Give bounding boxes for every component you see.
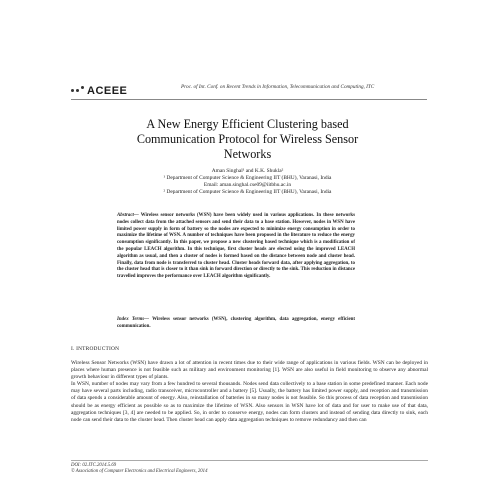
page-footer — [71, 463, 207, 475]
author-names: Aman Singhal¹ and K.K. Shukla² — [211, 168, 284, 174]
section-heading: I. INTRODUCTION — [71, 346, 120, 352]
copyright: © Association of Computer Electronics and Electrical Engineers, 2014 — [71, 469, 208, 475]
header-divider — [71, 99, 427, 100]
body-text — [71, 360, 428, 424]
footer-divider — [71, 460, 428, 461]
body-paragraph: Wireless Sensor Networks (WSN) have drawn a lot of attention in recent times due to their wide range of applications in various fields. WSN can be deployed in places where human presence is not feasible such as military and environment monitoring [1]. WSN are also useful in field monitoring to observe any abnormal growth behaviour in different types of plants. — [71, 360, 428, 381]
body-paragraph: In WSN, number of nodes may vary from a few hundred to several thousands. Nodes send data collectively to a base station in some predefined manner. Each node may have several parts including, radio transceiver, microcontroller and a battery [5]. Usually, the battery has limited power supply, and reception and transmission of data spends a considerable amount of energy. Also, reinstallation of batteries in so many nodes is not feasible. So this process of data reception and transmission should be as energy efficient as possible so as to maximize the lifetime of WSN. Also sensors in WSN have lot of data and for user to make use of that data, aggregation techniques [3, 4] are needed to be applied. So, in order to conserve energy, nodes can form clusters and instead of sending data directly to sink, each node can send their data to the cluster head. Then cluster head can apply data aggregation techniques to remove redundancy and then can — [71, 381, 428, 423]
paper-title — [60, 117, 435, 162]
title-line: A New Energy Efficient Clustering based — [146, 117, 349, 131]
index-terms-label: Index Terms— — [117, 317, 150, 322]
doi: DOI: 02.ITC.2014.5.69 — [71, 463, 117, 468]
journal-citation: Proc. of Int. Conf. on Recent Trends in Information, Telecommunication and Computing, ITC — [181, 84, 375, 90]
page-header — [71, 77, 461, 99]
author-block — [120, 168, 375, 196]
author-email: Email: aman.singhal.cse09@iitbhu.ac.in — [203, 182, 292, 188]
index-terms-text: Wireless sensor networks (WSN), clustering algorithm, data aggregation, energy efficient communication. — [117, 317, 356, 329]
index-terms — [117, 317, 355, 331]
abstract-label: Abstract— — [117, 213, 139, 218]
affiliation-line: ² Department of Computer Science & Engineering IIT (BHU), Varanasi, India — [163, 189, 332, 195]
title-line: Networks — [223, 147, 272, 161]
abstract — [117, 213, 355, 281]
publisher-logo — [71, 84, 127, 97]
logo-dots-icon — [71, 84, 85, 96]
title-line: Communication Protocol for Wireless Sensor — [136, 132, 359, 146]
logo-text: ACEEE — [87, 85, 128, 97]
affiliation-line: ¹ Department of Computer Science & Engineering IIT (BHU), Varanasi, India — [163, 175, 332, 181]
abstract-text: Wireless sensor networks (WSN) have been widely used in various applications. In these networks nodes collect data from the attached sensors and send their data to a base station. However, nodes in WSN have limited power supply in form of battery so the nodes are expected to minimize energy consumption in order to maximize the lifetime of WSN. A number of techniques have been proposed in the literature to reduce the energy consumption significantly. In this paper, we propose a new clustering based technique which is a modification of the popular LEACH algorithm. In this technique, first cluster heads are elected using the improved LEACH algorithm as usual, and then a cluster of nodes is formed based on the distance between node and cluster head. Finally, data from node is transferred to cluster head. Cluster heads forward data, after applying aggregation, to the cluster head that is closer to it than sink in forward direction or directly to the sink. This reduction in distance travelled improves the performance over LEACH algorithm significantly. — [117, 213, 355, 280]
